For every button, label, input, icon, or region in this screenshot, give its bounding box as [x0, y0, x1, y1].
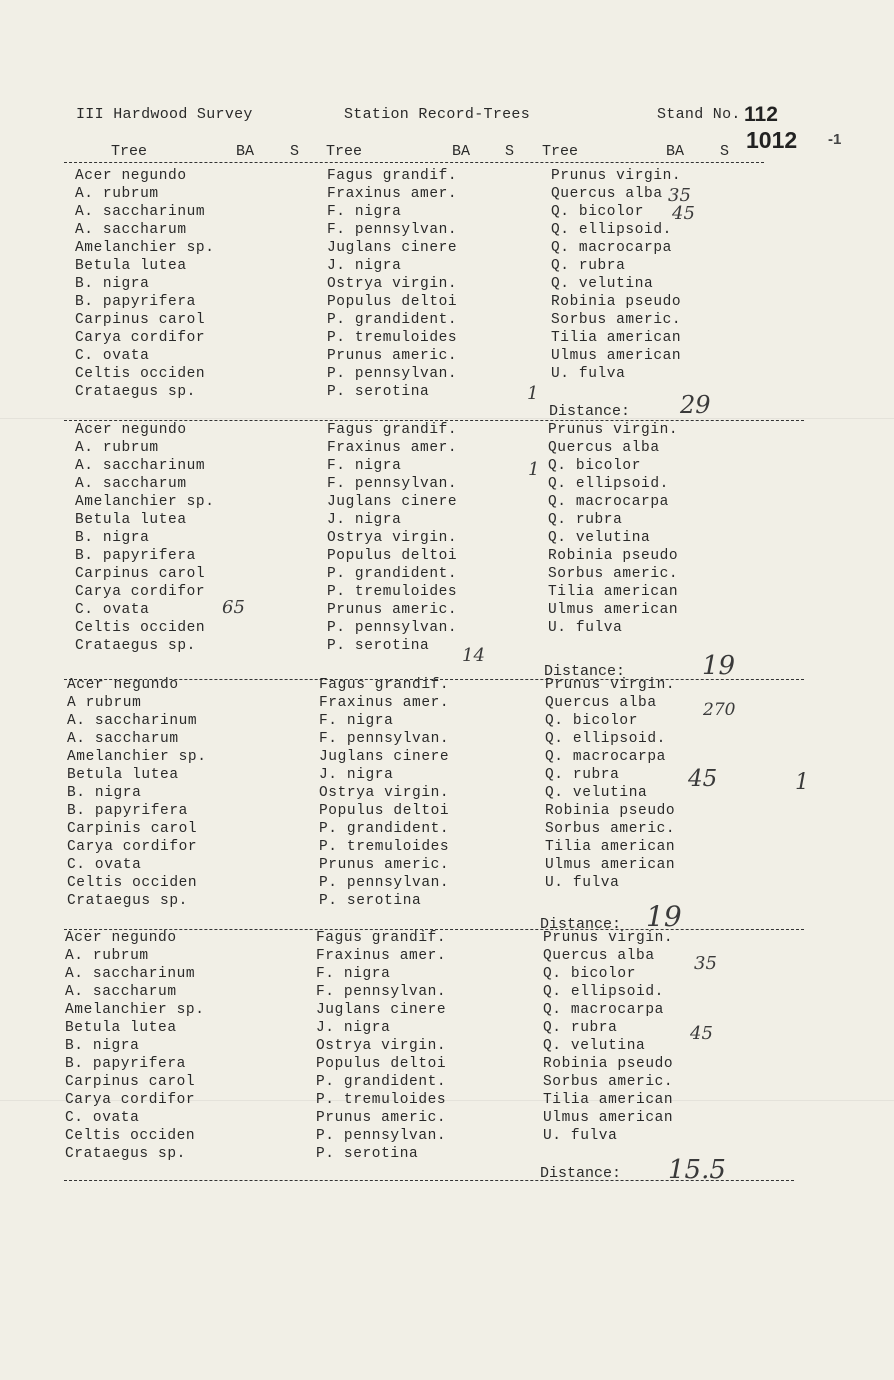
- tree-species-entry: Betula lutea: [67, 767, 179, 783]
- tree-species-entry: Quercus alba: [548, 440, 660, 456]
- tree-species-entry: Amelanchier sp.: [67, 749, 207, 765]
- tree-species-entry: Crataegus sp.: [67, 893, 188, 909]
- tree-species-entry: A. saccharum: [75, 222, 187, 238]
- tree-species-entry: Juglans cinere: [327, 494, 458, 510]
- tree-species-entry: Q. ellipsoid.: [545, 731, 666, 747]
- tree-species-entry: Ostrya virgin.: [327, 276, 458, 292]
- stand-label: Stand No.: [657, 106, 741, 123]
- col1-list: [75, 421, 215, 655]
- tree-species-entry: Juglans cinere: [327, 240, 458, 256]
- tree-species-entry: Fraxinus amer.: [327, 440, 458, 456]
- tree-species-entry: P. serotina: [327, 638, 430, 654]
- tree-species-entry: Ostrya virgin.: [319, 785, 450, 801]
- tree-species-entry: Acer negundo: [67, 677, 179, 693]
- tree-species-entry: P. pennsylvan.: [327, 366, 458, 382]
- tree-species-entry: Q. macrocarpa: [551, 240, 672, 256]
- tree-species-entry: Celtis occiden: [67, 875, 198, 891]
- tree-species-entry: Celtis occiden: [65, 1128, 196, 1144]
- tree-species-entry: B. nigra: [65, 1038, 140, 1054]
- tree-species-entry: Populus deltoi: [327, 548, 458, 564]
- stand-number: 112: [744, 103, 778, 126]
- tree-species-entry: Prunus virgin.: [548, 422, 679, 438]
- tree-species-entry: Celtis occiden: [75, 366, 206, 382]
- tree-species-entry: Q. rubra: [551, 258, 626, 274]
- tree-species-entry: A. saccharum: [65, 984, 177, 1000]
- tree-species-entry: Amelanchier sp.: [75, 240, 215, 256]
- tree-species-entry: Amelanchier sp.: [75, 494, 215, 510]
- tree-species-entry: P. grandident.: [316, 1074, 447, 1090]
- tree-species-entry: Prunus americ.: [327, 348, 458, 364]
- col3-ba-header: BA: [666, 143, 685, 160]
- tree-species-entry: Sorbus americ.: [545, 821, 676, 837]
- tree-species-entry: F. pennsylvan.: [319, 731, 450, 747]
- tree-species-entry: Q. rubra: [545, 767, 620, 783]
- col2-tree-header: Tree: [326, 143, 363, 160]
- tree-species-entry: Juglans cinere: [316, 1002, 447, 1018]
- distance-label: Distance:: [544, 663, 626, 680]
- tree-species-entry: Q. bicolor: [545, 713, 639, 729]
- tree-species-entry: Celtis occiden: [75, 620, 206, 636]
- tree-species-entry: Q. rubra: [548, 512, 623, 528]
- tree-species-entry: Q. bicolor: [548, 458, 642, 474]
- col1-ba-header: BA: [236, 143, 255, 160]
- col2-ba-header: BA: [452, 143, 471, 160]
- tree-species-entry: Q. ellipsoid.: [551, 222, 672, 238]
- tree-species-entry: Quercus alba: [545, 695, 657, 711]
- tree-species-entry: F. nigra: [327, 458, 402, 474]
- col1-list: [75, 167, 215, 401]
- col2-list: [319, 676, 449, 910]
- tree-species-entry: B. nigra: [67, 785, 142, 801]
- station-section-2: [0, 421, 894, 681]
- tree-species-entry: Fraxinus amer.: [319, 695, 450, 711]
- note-alba-ba: 45: [672, 203, 695, 224]
- tree-species-entry: P. grandident.: [319, 821, 450, 837]
- tree-species-entry: P. tremuloides: [327, 330, 458, 346]
- tree-species-entry: Carya cordifor: [75, 330, 206, 346]
- col2-list: [327, 167, 457, 401]
- tree-species-entry: Q. macrocarpa: [545, 749, 666, 765]
- tree-species-entry: Prunus virgin.: [545, 677, 676, 693]
- tree-species-entry: P. grandident.: [327, 312, 458, 328]
- note-ovata-ba: 65: [222, 597, 245, 618]
- tree-species-entry: P. pennsylvan.: [327, 620, 458, 636]
- distance-value: 19: [646, 900, 682, 933]
- tree-species-entry: Q. bicolor: [551, 204, 645, 220]
- note-rubra-ba: 45: [690, 1023, 713, 1044]
- tree-species-entry: Acer negundo: [65, 930, 177, 946]
- tree-species-entry: Crataegus sp.: [75, 638, 196, 654]
- note-alba-ba: 35: [668, 185, 691, 206]
- tree-species-entry: Q. velutina: [548, 530, 651, 546]
- distance-value: 19: [702, 651, 736, 681]
- tree-species-entry: A. saccharum: [75, 476, 187, 492]
- station-section-4: [0, 929, 894, 1189]
- tree-species-entry: Crataegus sp.: [65, 1146, 186, 1162]
- tree-species-entry: J. nigra: [316, 1020, 391, 1036]
- tree-species-entry: Sorbus americ.: [551, 312, 682, 328]
- tree-species-entry: Sorbus americ.: [548, 566, 679, 582]
- tree-species-entry: P. serotina: [319, 893, 422, 909]
- tree-species-entry: B. nigra: [75, 276, 150, 292]
- tree-species-entry: Populus deltoi: [319, 803, 450, 819]
- tree-species-entry: Fraxinus amer.: [316, 948, 447, 964]
- tree-species-entry: Q. macrocarpa: [548, 494, 669, 510]
- record-title: Station Record-Trees: [344, 106, 531, 123]
- col3-list: [543, 929, 673, 1145]
- tree-species-entry: Q. macrocarpa: [543, 1002, 664, 1018]
- tree-species-entry: Tilia american: [545, 839, 676, 855]
- station-section-1: [0, 167, 894, 427]
- tree-species-entry: Acer negundo: [75, 422, 187, 438]
- tree-species-entry: Ostrya virgin.: [327, 530, 458, 546]
- tree-species-entry: Prunus virgin.: [543, 930, 674, 946]
- tree-species-entry: P. tremuloides: [327, 584, 458, 600]
- tree-species-entry: Q. velutina: [551, 276, 654, 292]
- tree-species-entry: Tilia american: [548, 584, 679, 600]
- col2-list: [327, 421, 457, 655]
- tree-species-entry: A. rubrum: [75, 186, 159, 202]
- tree-species-entry: Prunus americ.: [327, 602, 458, 618]
- col2-list: [316, 929, 446, 1163]
- tree-species-entry: B. nigra: [75, 530, 150, 546]
- tree-species-entry: Robinia pseudo: [551, 294, 682, 310]
- tree-species-entry: Quercus alba: [543, 948, 655, 964]
- tree-species-entry: J. nigra: [327, 512, 402, 528]
- tree-species-entry: Carya cordifor: [65, 1092, 196, 1108]
- tree-species-entry: Amelanchier sp.: [65, 1002, 205, 1018]
- tree-species-entry: Carya cordifor: [67, 839, 198, 855]
- tree-species-entry: Betula lutea: [65, 1020, 177, 1036]
- tree-species-entry: P. grandident.: [327, 566, 458, 582]
- tree-species-entry: Acer negundo: [75, 168, 187, 184]
- tree-species-entry: Carpinus carol: [75, 312, 206, 328]
- note-rubra-s: 1: [795, 770, 809, 795]
- col2-s-header: S: [505, 143, 515, 160]
- col1-list: [67, 676, 207, 910]
- col3-list: [545, 676, 675, 892]
- note-serotina-ba: 14: [462, 645, 485, 666]
- tree-species-entry: B. papyrifera: [75, 548, 196, 564]
- col3-list: [551, 167, 681, 383]
- tree-species-entry: Q. ellipsoid.: [543, 984, 664, 1000]
- tree-species-entry: Juglans cinere: [319, 749, 450, 765]
- tree-species-entry: Prunus americ.: [319, 857, 450, 873]
- tree-species-entry: Prunus americ.: [316, 1110, 447, 1126]
- col3-s-header: S: [720, 143, 730, 160]
- tree-species-entry: Carpinus carol: [75, 566, 206, 582]
- tree-species-entry: Carpinus carol: [65, 1074, 196, 1090]
- tree-species-entry: Q. velutina: [543, 1038, 646, 1054]
- tree-species-entry: Ulmus american: [543, 1110, 674, 1126]
- tree-species-entry: Robinia pseudo: [545, 803, 676, 819]
- tree-species-entry: P. pennsylvan.: [319, 875, 450, 891]
- tree-species-entry: P. tremuloides: [316, 1092, 447, 1108]
- tree-species-entry: A. rubrum: [65, 948, 149, 964]
- tree-species-entry: B. papyrifera: [65, 1056, 186, 1072]
- stamp-number: 1012: [746, 127, 798, 153]
- tree-species-entry: Quercus alba: [551, 186, 663, 202]
- tree-species-entry: F. nigra: [316, 966, 391, 982]
- col3-list: [548, 421, 678, 637]
- tree-species-entry: Q. ellipsoid.: [548, 476, 669, 492]
- tree-species-entry: U. fulva: [551, 366, 626, 382]
- tree-species-entry: Ulmus american: [545, 857, 676, 873]
- tree-species-entry: C. ovata: [67, 857, 142, 873]
- tree-species-entry: Populus deltoi: [327, 294, 458, 310]
- tree-species-entry: A. saccharum: [67, 731, 179, 747]
- tree-species-entry: Robinia pseudo: [543, 1056, 674, 1072]
- tree-species-entry: Tilia american: [551, 330, 682, 346]
- tree-species-entry: Sorbus americ.: [543, 1074, 674, 1090]
- col1-tree-header: Tree: [111, 143, 148, 160]
- tree-species-entry: J. nigra: [327, 258, 402, 274]
- tree-species-entry: Q. bicolor: [543, 966, 637, 982]
- tree-species-entry: A. rubrum: [75, 440, 159, 456]
- tree-species-entry: P. serotina: [316, 1146, 419, 1162]
- tree-species-entry: Betula lutea: [75, 258, 187, 274]
- tree-species-entry: Robinia pseudo: [548, 548, 679, 564]
- tree-species-entry: Crataegus sp.: [75, 384, 196, 400]
- tree-species-entry: Fagus grandif.: [319, 677, 450, 693]
- tree-species-entry: Fraxinus amer.: [327, 186, 458, 202]
- note-alba-ba: 270: [703, 700, 736, 720]
- tree-species-entry: Ulmus american: [551, 348, 682, 364]
- tree-species-entry: Tilia american: [543, 1092, 674, 1108]
- note-alba-ba: 35: [694, 953, 717, 974]
- tree-species-entry: Fagus grandif.: [327, 168, 458, 184]
- tree-species-entry: Carya cordifor: [75, 584, 206, 600]
- tree-species-entry: C. ovata: [75, 602, 150, 618]
- note-serotina-s: 1: [527, 383, 539, 404]
- tree-species-entry: A. saccharinum: [75, 458, 206, 474]
- col1-s-header: S: [290, 143, 300, 160]
- station-section-3: [0, 676, 894, 936]
- col1-list: [65, 929, 205, 1163]
- distance-value: 29: [680, 391, 711, 419]
- distance-label: Distance:: [540, 1165, 622, 1182]
- tree-species-entry: B. papyrifera: [75, 294, 196, 310]
- tree-species-entry: C. ovata: [65, 1110, 140, 1126]
- distance-value: 15.5: [668, 1155, 726, 1185]
- tree-species-entry: F. pennsylvan.: [316, 984, 447, 1000]
- tree-species-entry: A rubrum: [67, 695, 142, 711]
- tree-species-entry: U. fulva: [543, 1128, 618, 1144]
- tree-species-entry: A. saccharinum: [75, 204, 206, 220]
- header-divider: [64, 162, 764, 163]
- distance-label: Distance:: [540, 916, 622, 933]
- tree-species-entry: F. nigra: [327, 204, 402, 220]
- tree-species-entry: F. pennsylvan.: [327, 222, 458, 238]
- tree-species-entry: F. nigra: [319, 713, 394, 729]
- tree-species-entry: Ulmus american: [548, 602, 679, 618]
- tree-species-entry: Q. rubra: [543, 1020, 618, 1036]
- tree-species-entry: Q. velutina: [545, 785, 648, 801]
- tree-species-entry: Populus deltoi: [316, 1056, 447, 1072]
- tree-species-entry: A. saccharinum: [65, 966, 196, 982]
- tree-species-entry: P. tremuloides: [319, 839, 450, 855]
- tree-species-entry: B. papyrifera: [67, 803, 188, 819]
- distance-label: Distance:: [549, 403, 631, 420]
- col3-tree-header: Tree: [542, 143, 579, 160]
- tree-species-entry: P. serotina: [327, 384, 430, 400]
- tree-species-entry: J. nigra: [319, 767, 394, 783]
- tree-species-entry: A. saccharinum: [67, 713, 198, 729]
- tree-species-entry: U. fulva: [545, 875, 620, 891]
- note-nigra-s: 1: [528, 459, 540, 480]
- tree-species-entry: Fagus grandif.: [316, 930, 447, 946]
- tree-species-entry: Carpinis carol: [67, 821, 198, 837]
- tree-species-entry: Ostrya virgin.: [316, 1038, 447, 1054]
- tree-species-entry: P. pennsylvan.: [316, 1128, 447, 1144]
- stamp-suffix: -1: [828, 131, 842, 148]
- tree-species-entry: Betula lutea: [75, 512, 187, 528]
- tree-species-entry: C. ovata: [75, 348, 150, 364]
- tree-species-entry: F. pennsylvan.: [327, 476, 458, 492]
- tree-species-entry: Fagus grandif.: [327, 422, 458, 438]
- note-rubra-ba: 45: [688, 766, 718, 792]
- tree-species-entry: Prunus virgin.: [551, 168, 682, 184]
- tree-species-entry: U. fulva: [548, 620, 623, 636]
- section-divider: [64, 1180, 794, 1181]
- survey-title: III Hardwood Survey: [76, 106, 253, 123]
